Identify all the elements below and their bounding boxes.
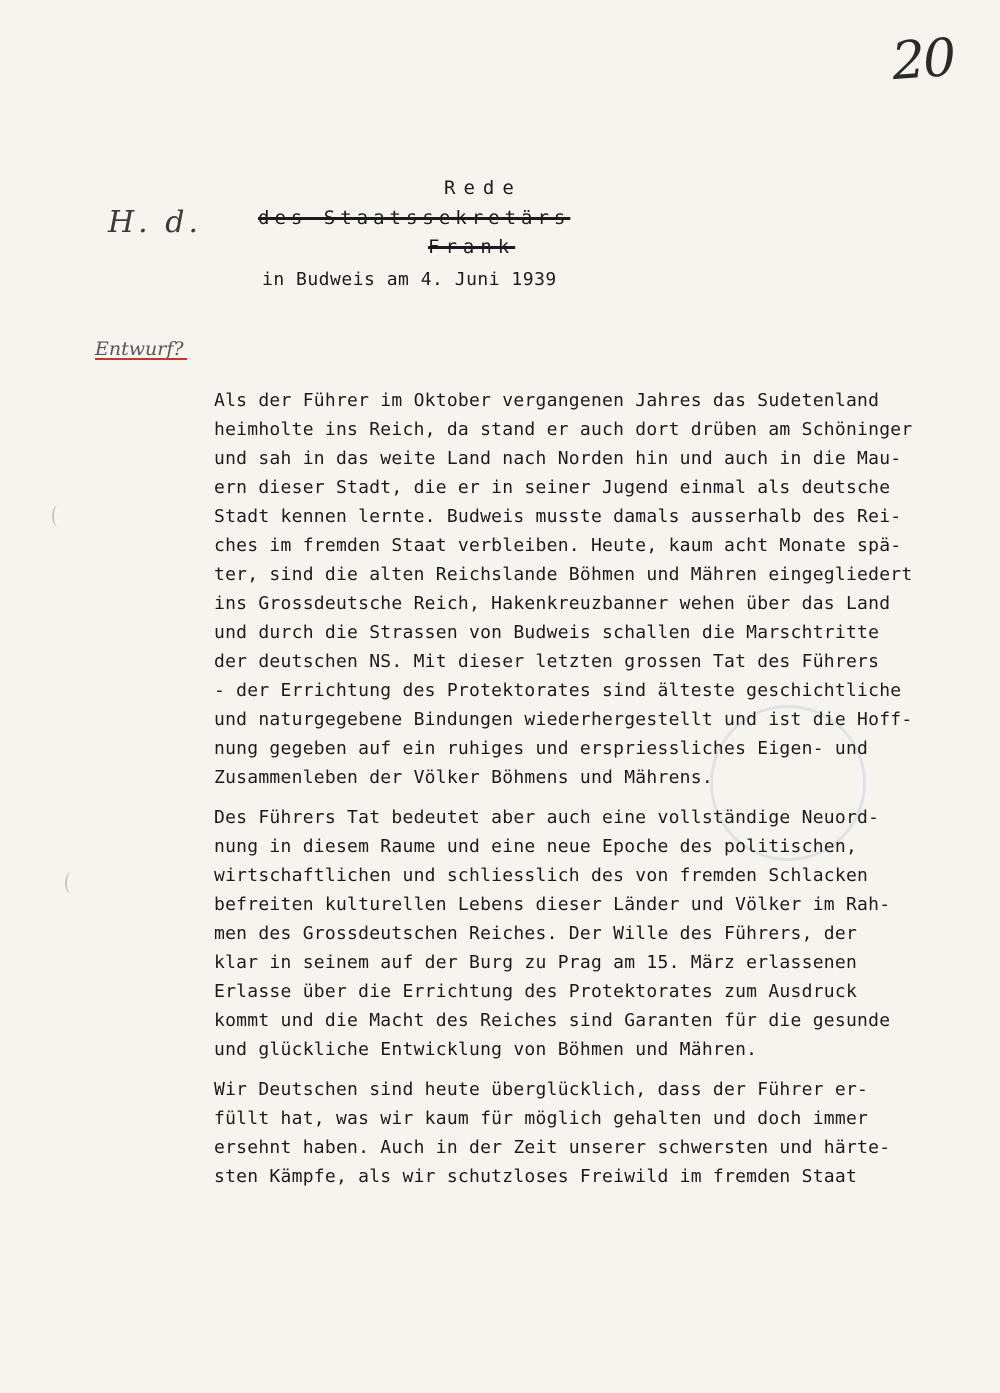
body-text [214,386,984,1202]
paragraph-1 [214,386,984,792]
text-line: Stadt kennen lernte. Budweis musste damals ausserhalb des Rei- [214,506,902,527]
text-line: und durch die Strassen von Budweis schallen die Marschtritte [214,622,880,643]
margin-note [95,338,187,360]
text-line: Wir Deutschen sind heute überglücklich, dass der Führer er- [214,1079,869,1100]
text-line: füllt hat, was wir kaum für möglich gehalten und doch immer [214,1108,869,1129]
text-line: Zusammenleben der Völker Böhmens und Mährens. [214,767,713,788]
text-line: befreiten kulturellen Lebens dieser Länder und Völker im Rah- [214,894,891,915]
text-line: kommt und die Macht des Reiches sind Garanten für die gesunde [214,1010,891,1031]
text-line: Des Führers Tat bedeutet aber auch eine vollständige Neuord- [214,807,880,828]
text-line: ches im fremden Staat verbleiben. Heute, kaum acht Monate spä- [214,535,902,556]
text-line: und sah in das weite Land nach Norden hin und auch in die Mau- [214,448,902,469]
punch-hole [65,872,77,894]
text-line: men des Grossdeutschen Reiches. Der Wille des Führers, der [214,923,858,944]
text-line: wirtschaftlichen und schliesslich des von fremden Schlacken [214,865,869,886]
text-line: nung gegeben auf ein ruhiges und erspriessliches Eigen- und [214,738,869,759]
text-line: und naturgegebene Bindungen wiederhergestellt und ist die Hoff- [214,709,913,730]
text-line: der deutschen NS. Mit dieser letzten grossen Tat des Führers [214,651,880,672]
text-line: ins Grossdeutsche Reich, Hakenkreuzbanner wehen über das Land [214,593,891,614]
text-line: ter, sind die alten Reichslande Böhmen und Mähren eingegliedert [214,564,913,585]
handwritten-mark: H. d. [108,205,202,240]
title-place-date: in Budweis am 4. Juni 1939 [262,269,557,290]
text-line: heimholte ins Reich, da stand er auch dort drüben am Schöninger [214,419,913,440]
punch-hole [52,505,64,527]
text-line: ersehnt haben. Auch in der Zeit unserer schwersten und härte- [214,1137,891,1158]
text-line: und glückliche Entwicklung von Böhmen und Mähren. [214,1039,758,1060]
paragraph-2 [214,803,984,1064]
text-line: klar in seinem auf der Burg zu Prag am 15. März erlassenen [214,952,858,973]
text-line: sten Kämpfe, als wir schutzloses Freiwild im fremden Staat [214,1166,858,1187]
paragraph-3 [214,1075,984,1191]
text-line: ern dieser Stadt, die er in seiner Jugend einmal als deutsche [214,477,891,498]
margin-note-text: Entwurf? [95,338,184,360]
text-line: - der Errichtung des Protektorates sind älteste geschichtliche [214,680,902,701]
page-number: 20 [889,27,957,93]
title-struck-line-1: des Staatssekretärs [258,207,571,229]
text-line: Erlasse über die Errichtung des Protektorates zum Ausdruck [214,981,858,1002]
title-block [0,172,1000,302]
title-rede: Rede [444,177,522,199]
text-line: Als der Führer im Oktober vergangenen Jahres das Sudetenland [214,390,880,411]
title-struck-line-2: Frank [428,236,516,258]
text-line: nung in diesem Raume und eine neue Epoche des politischen, [214,836,858,857]
